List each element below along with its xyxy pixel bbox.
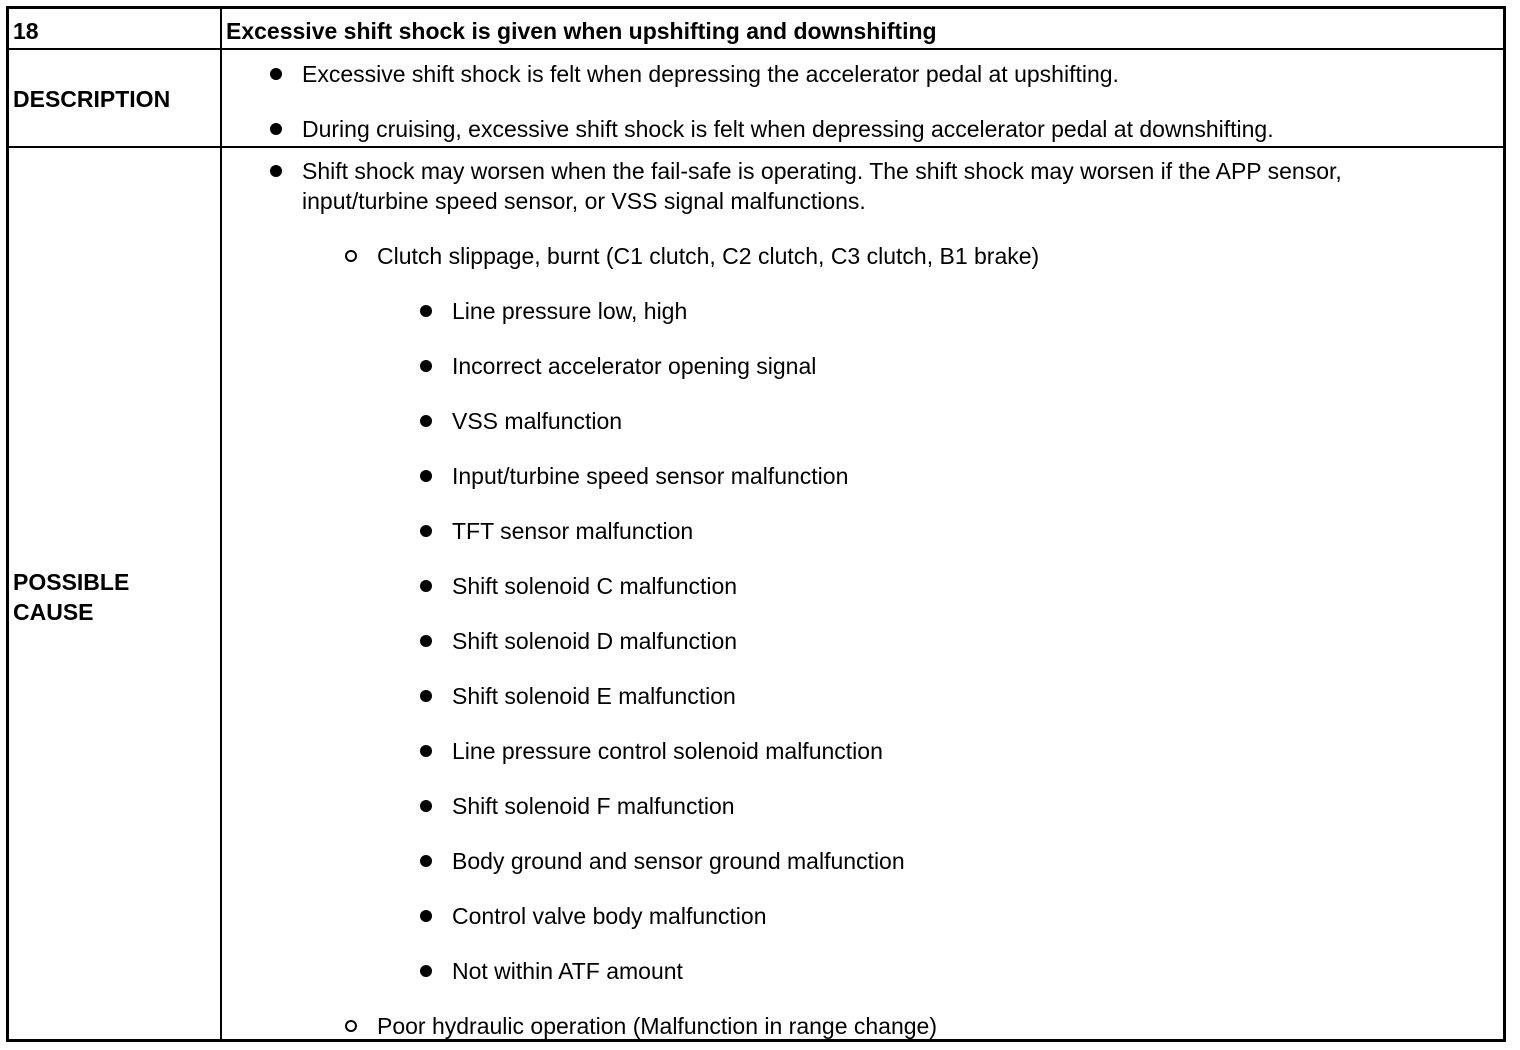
cause-sub-item [345, 1011, 937, 1041]
cause-detail-text: VSS malfunction [452, 408, 623, 434]
bullet-hollow-icon [345, 250, 357, 262]
cause-detail-text: Shift solenoid C malfunction [452, 573, 738, 599]
cause-sub-text: Poor hydraulic operation (Malfunction in range change) [377, 1013, 937, 1039]
description-text: Excessive shift shock is felt when depressing the accelerator pedal at upshifting. [302, 61, 1119, 87]
cause-detail-item [420, 461, 848, 491]
cause-detail-item [420, 626, 737, 656]
cause-detail-text: Not within ATF amount [452, 958, 683, 984]
row-divider-header [9, 48, 1503, 50]
bullet-filled-icon [420, 470, 432, 482]
bullet-filled-icon [420, 910, 432, 922]
cause-detail-item [420, 901, 767, 931]
cause-main-line1: Shift shock may worsen when the fail-safe is operating. The shift shock may worsen if the APP sensor, [302, 158, 1342, 184]
cause-main-line2: input/turbine speed sensor, or VSS signal malfunctions. [302, 188, 866, 214]
cause-detail-text: Line pressure low, high [452, 298, 688, 324]
cause-main-item [270, 156, 1342, 216]
description-text: During cruising, excessive shift shock is felt when depressing accelerator pedal at downshifting. [302, 116, 1274, 142]
description-label: DESCRIPTION [13, 86, 171, 112]
cause-detail-text: Incorrect accelerator opening signal [452, 353, 817, 379]
bullet-filled-icon [420, 635, 432, 647]
bullet-filled-icon [420, 415, 432, 427]
cause-detail-text: TFT sensor malfunction [452, 518, 694, 544]
bullet-filled-icon [270, 165, 282, 177]
troubleshooting-table [6, 6, 1506, 1042]
cause-detail-item [420, 846, 905, 876]
cause-detail-text: Shift solenoid F malfunction [452, 793, 735, 819]
bullet-filled-icon [420, 800, 432, 812]
bullet-filled-icon [420, 855, 432, 867]
possible-cause-label-line2: CAUSE [13, 599, 94, 625]
cause-detail-item [420, 351, 816, 381]
possible-cause-label [13, 567, 129, 627]
cause-detail-text: Shift solenoid D malfunction [452, 628, 738, 654]
cause-sub-text: Clutch slippage, burnt (C1 clutch, C2 clutch, C3 clutch, B1 brake) [377, 243, 1040, 269]
bullet-filled-icon [420, 745, 432, 757]
bullet-filled-icon [270, 68, 282, 80]
cause-sub-item [345, 241, 1039, 271]
bullet-filled-icon [420, 965, 432, 977]
bullet-filled-icon [420, 580, 432, 592]
symptom-title: Excessive shift shock is given when upshifting and downshifting [226, 18, 937, 44]
cause-detail-text: Control valve body malfunction [452, 903, 767, 929]
cause-detail-item [420, 681, 736, 711]
bullet-filled-icon [270, 123, 282, 135]
cause-detail-text: Input/turbine speed sensor malfunction [452, 463, 849, 489]
cause-detail-item [420, 516, 693, 546]
cause-detail-item [420, 406, 622, 436]
column-divider [220, 9, 222, 1039]
bullet-filled-icon [420, 525, 432, 537]
cause-detail-item [420, 296, 687, 326]
cause-detail-text: Shift solenoid E malfunction [452, 683, 736, 709]
cause-detail-text: Line pressure control solenoid malfunction [452, 738, 883, 764]
possible-cause-label-line1: POSSIBLE [13, 569, 130, 595]
cause-detail-item [420, 791, 735, 821]
bullet-hollow-icon [345, 1020, 357, 1032]
description-item [270, 114, 1274, 144]
bullet-filled-icon [420, 305, 432, 317]
bullet-filled-icon [420, 690, 432, 702]
row-divider-description [9, 146, 1503, 148]
description-item [270, 59, 1119, 89]
cause-detail-item [420, 736, 883, 766]
row-number: 18 [13, 18, 39, 44]
cause-detail-item [420, 956, 683, 986]
cause-detail-item [420, 571, 737, 601]
bullet-filled-icon [420, 360, 432, 372]
cause-detail-text: Body ground and sensor ground malfunction [452, 848, 905, 874]
